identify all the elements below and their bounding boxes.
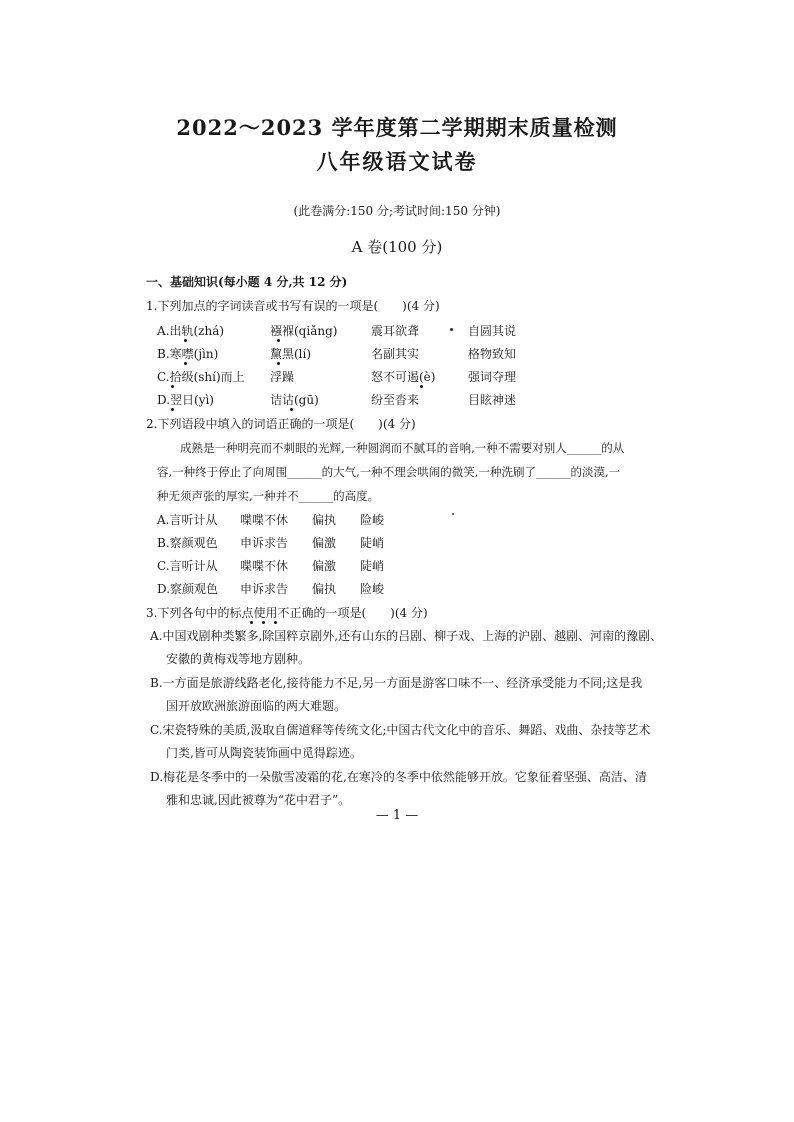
question-1-stem: 1.下列加点的字词读音或书写有误的一项是( )(4 分) — [146, 299, 440, 313]
q3-option-c-line1: C.宋瓷特殊的美质,汲取自儒道释等传统文化;中国古代文化中的音乐、舞蹈、戏曲、杂技等艺术 — [150, 723, 651, 737]
q2-passage-line1: 成熟是一种明亮而不刺眼的光辉,一种圆润而不腻耳的音响,一种不需要对别人______的从 — [180, 441, 625, 455]
q2-passage-line2: 容,一种终于停止了向周围______的大气,一种不理会哄闹的微笑,一种洗刷了______的淡漠,一 — [157, 465, 621, 479]
emphasis-dot — [250, 621, 253, 624]
emphasis-dot — [277, 339, 280, 342]
q2-d-word1: D.察颜观色 — [157, 582, 219, 596]
q1-c-word1: C.拾级(shí)而上 — [157, 370, 245, 384]
emphasis-dot — [171, 385, 174, 388]
section-heading: 一、基础知识(每小题 4 分,共 12 分) — [146, 275, 348, 289]
q2-c-word2: 喋喋不休 — [240, 559, 289, 573]
exam-subtitle: 八年级语文试卷 — [316, 149, 478, 174]
q2-a-word4: 险峻 — [360, 513, 385, 527]
emphasis-dot — [184, 339, 187, 342]
q1-a-word4: 自圆其说 — [468, 324, 517, 338]
q3-option-a-line1: A.中国戏剧种类繁多,除国粹京剧外,还有山东的吕剧、柳子戏、上海的沪剧、越剧、河南的豫剧、 — [150, 629, 663, 643]
q2-a-word3: 偏执 — [312, 513, 337, 527]
q1-c-word2: 浮躁 — [270, 370, 295, 384]
question-2-stem: 2.下列语段中填入的词语正确的一项是( )(4 分) — [146, 417, 416, 431]
emphasis-dot — [290, 408, 293, 411]
q2-a-word2: 喋喋不休 — [240, 513, 289, 527]
q2-c-word1: C.言听计从 — [157, 559, 218, 573]
emphasis-dot — [277, 362, 280, 365]
q2-a-word1: A.言听计从 — [157, 513, 218, 527]
question-3-stem: 3.下列各句中的标点使用不正确的一项是( )(4 分) — [146, 606, 428, 620]
q2-b-word4: 陡峭 — [360, 536, 385, 550]
scan-speck — [452, 513, 454, 515]
q2-b-word3: 偏激 — [312, 536, 337, 550]
q2-b-word1: B.察颜观色 — [157, 536, 218, 550]
emphasis-dot — [171, 408, 174, 411]
emphasis-dot — [420, 385, 423, 388]
q2-c-word3: 偏激 — [312, 559, 337, 573]
emphasis-dot — [262, 621, 265, 624]
q3-option-c-line2: 门类,皆可从陶瓷装饰画中觅得踪迹。 — [166, 746, 362, 760]
q1-d-word4: 目眩神迷 — [468, 393, 517, 407]
q3-option-d-line2: 雅和忠诚,因此被尊为“花中君子”。 — [166, 793, 351, 807]
q1-b-word2: 黧黑(lí) — [270, 347, 312, 361]
q1-a-word1: A.出轨(zhá) — [157, 324, 225, 338]
q1-b-word4: 格物致知 — [468, 347, 517, 361]
exam-title: 2022～2023 学年度第二学期期末质量检测 — [176, 115, 618, 140]
q3-option-b-line2: 国开放欧洲旅游面临的两大难题。 — [166, 699, 347, 713]
q1-c-word4: 强词夺理 — [468, 370, 517, 384]
q1-d-word3: 纷至沓来 — [371, 393, 420, 407]
q2-b-word2: 申诉求告 — [240, 536, 289, 550]
q1-d-word1: D.翌日(yì) — [157, 393, 214, 407]
q2-d-word2: 申诉求告 — [240, 582, 289, 596]
q3-option-a-line2: 安徽的黄梅戏等地方剧种。 — [166, 652, 311, 666]
q1-b-word1: B.寒噤(jìn) — [157, 347, 219, 361]
q3-option-d-line1: D.梅花是冬季中的一朵傲雪凌霜的花,在寒冷的冬季中依然能够开放。它象征着坚强、高洁、清 — [150, 770, 647, 784]
q1-b-word3: 名副其实 — [371, 347, 420, 361]
q2-c-word4: 陡峭 — [360, 559, 385, 573]
q3-option-b-line1: B.一方面是旅游线路老化,接待能力不足,另一方面是游客口味不一、经济承受能力不同;这是我 — [150, 676, 643, 690]
page-number: — 1 — — [375, 808, 419, 823]
scan-speck — [450, 328, 453, 331]
q1-a-word2: 襁褓(qiǎng) — [270, 324, 338, 338]
q1-c-word3: 怒不可遏(è) — [371, 370, 436, 384]
q2-d-word4: 险峻 — [360, 582, 385, 596]
exam-info: (此卷满分:150 分;考试时间:150 分钟) — [293, 204, 501, 218]
emphasis-dot — [184, 362, 187, 365]
q2-passage-line3: 种无须声张的厚实,一种并不______的高度。 — [157, 489, 380, 503]
q1-d-word2: 诘诂(gū) — [270, 393, 319, 407]
q2-d-word3: 偏执 — [312, 582, 337, 596]
volume-heading: A 卷(100 分) — [351, 238, 443, 256]
q1-a-word3: 震耳欲聋 — [371, 324, 420, 338]
emphasis-dot — [274, 621, 277, 624]
